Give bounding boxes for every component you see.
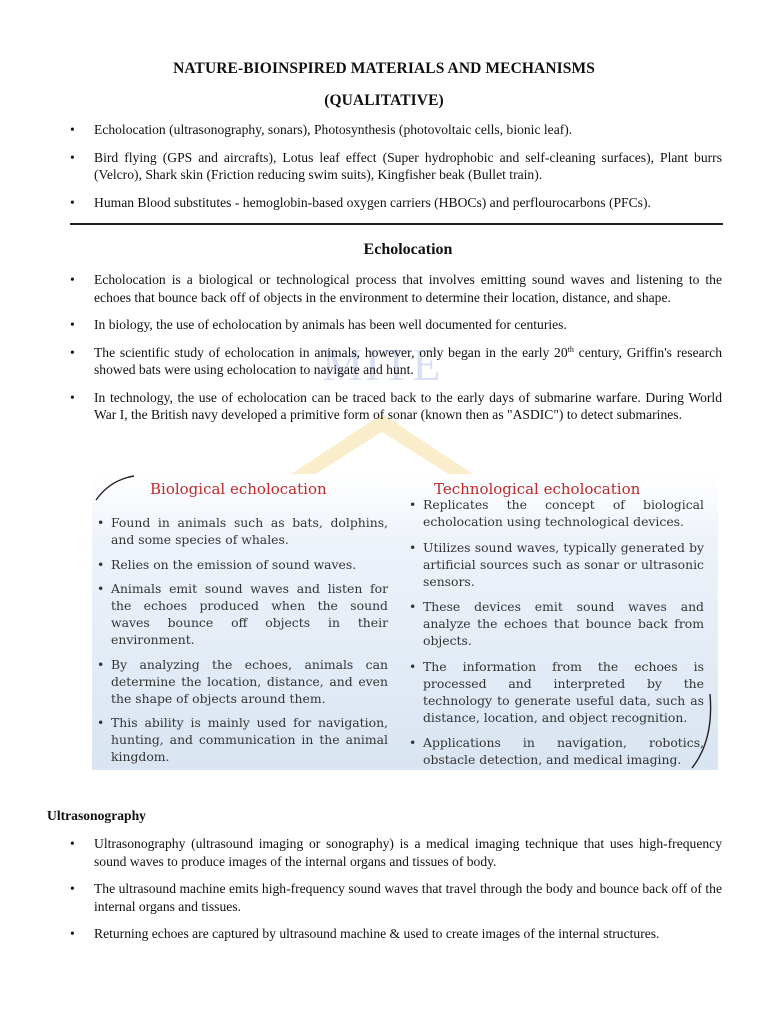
biological-title: Biological echolocation bbox=[150, 480, 327, 498]
list-item: • Utilizes sound waves, typically generated by artificial sources such as sonar or ultrasonic sensors. bbox=[408, 539, 704, 590]
superscript: th bbox=[567, 344, 574, 354]
list-item: • Replicates the concept of biological echolocation using technological devices. bbox=[408, 496, 704, 530]
echolocation-heading: Echolocation bbox=[363, 241, 453, 258]
swoosh-decoration bbox=[92, 474, 142, 504]
page-subtitle: (QUALITATIVE) bbox=[324, 92, 444, 109]
ultrasonography-bullet-list bbox=[70, 835, 722, 943]
technological-list bbox=[408, 496, 704, 777]
bullet-text-part: The scientific study of echolocation in animals, however, only began in the early 20 bbox=[94, 344, 568, 360]
echolocation-comparison-figure bbox=[92, 474, 718, 770]
list-item: • By analyzing the echoes, animals can determine the location, distance, and even the shape of objects around them. bbox=[96, 656, 388, 707]
list-item: • Echolocation (ultrasonography, sonars), Photosynthesis (photovoltaic cells, bionic leaf). bbox=[70, 121, 722, 139]
list-item: • Echolocation is a biological or technological process that involves emitting sound waves and listening to the echoes that bounce back off of objects in the environment to determine their location, distance, and shape. bbox=[70, 271, 722, 306]
intro-bullet-list bbox=[70, 121, 722, 211]
technological-title: Technological echolocation bbox=[434, 480, 641, 498]
ultrasonography-heading: Ultrasonography bbox=[47, 808, 146, 823]
page-title: NATURE-BIOINSPIRED MATERIALS AND MECHANISMS bbox=[173, 60, 595, 77]
biological-list bbox=[96, 514, 388, 773]
list-item: • In technology, the use of echolocation can be traced back to the early days of submarine warfare. During World War I, the British navy developed a primitive form of sonar (known then as "ASDIC") to detect submarines. bbox=[70, 389, 722, 424]
section-divider bbox=[70, 223, 723, 225]
list-item: • Bird flying (GPS and aircrafts), Lotus leaf effect (Super hydrophobic and self-cleaning surfaces), Plant burrs (Velcro), Shark skin (Friction reducing swim suits), Kingfisher beak (Bullet train). bbox=[70, 149, 722, 184]
list-item: • Applications in navigation, robotics, obstacle detection, and medical imaging. bbox=[408, 734, 704, 768]
list-item: • Found in animals such as bats, dolphins, and some species of whales. bbox=[96, 514, 388, 548]
watermark-text: MITE bbox=[322, 339, 443, 390]
list-item: • The information from the echoes is processed and interpreted by the technology to generate useful data, such as distance, location, and object recognition. bbox=[408, 658, 704, 726]
list-item: • Ultrasonography (ultrasound imaging or sonography) is a medical imaging technique that uses high-frequency sound waves to produce images of the internal organs and tissues of body. bbox=[70, 835, 722, 870]
list-item: • Human Blood substitutes - hemoglobin-based oxygen carriers (HBOCs) and perflourocarbons (PFCs). bbox=[70, 194, 722, 212]
list-item: • These devices emit sound waves and analyze the echoes that bounce back from objects. bbox=[408, 598, 704, 649]
list-item: • The ultrasound machine emits high-frequency sound waves that travel through the body and bounce back off of the internal organs and tissues. bbox=[70, 880, 722, 915]
list-item: • Animals emit sound waves and listen for the echoes produced when the sound waves bounce off objects in their environment. bbox=[96, 580, 388, 648]
list-item bbox=[70, 344, 722, 379]
echolocation-bullet-list bbox=[70, 271, 722, 424]
list-item: • In biology, the use of echolocation by animals has been well documented for centuries. bbox=[70, 316, 722, 334]
list-item: • This ability is mainly used for navigation, hunting, and communication in the animal kingdom. bbox=[96, 714, 388, 765]
list-item: • Returning echoes are captured by ultrasound machine & used to create images of the internal structures. bbox=[70, 925, 722, 943]
bullet-text-part: century, Griffin's research showed bats were using echolocation to navigate and hunt. bbox=[94, 344, 722, 377]
list-item: • Relies on the emission of sound waves. bbox=[96, 556, 388, 573]
